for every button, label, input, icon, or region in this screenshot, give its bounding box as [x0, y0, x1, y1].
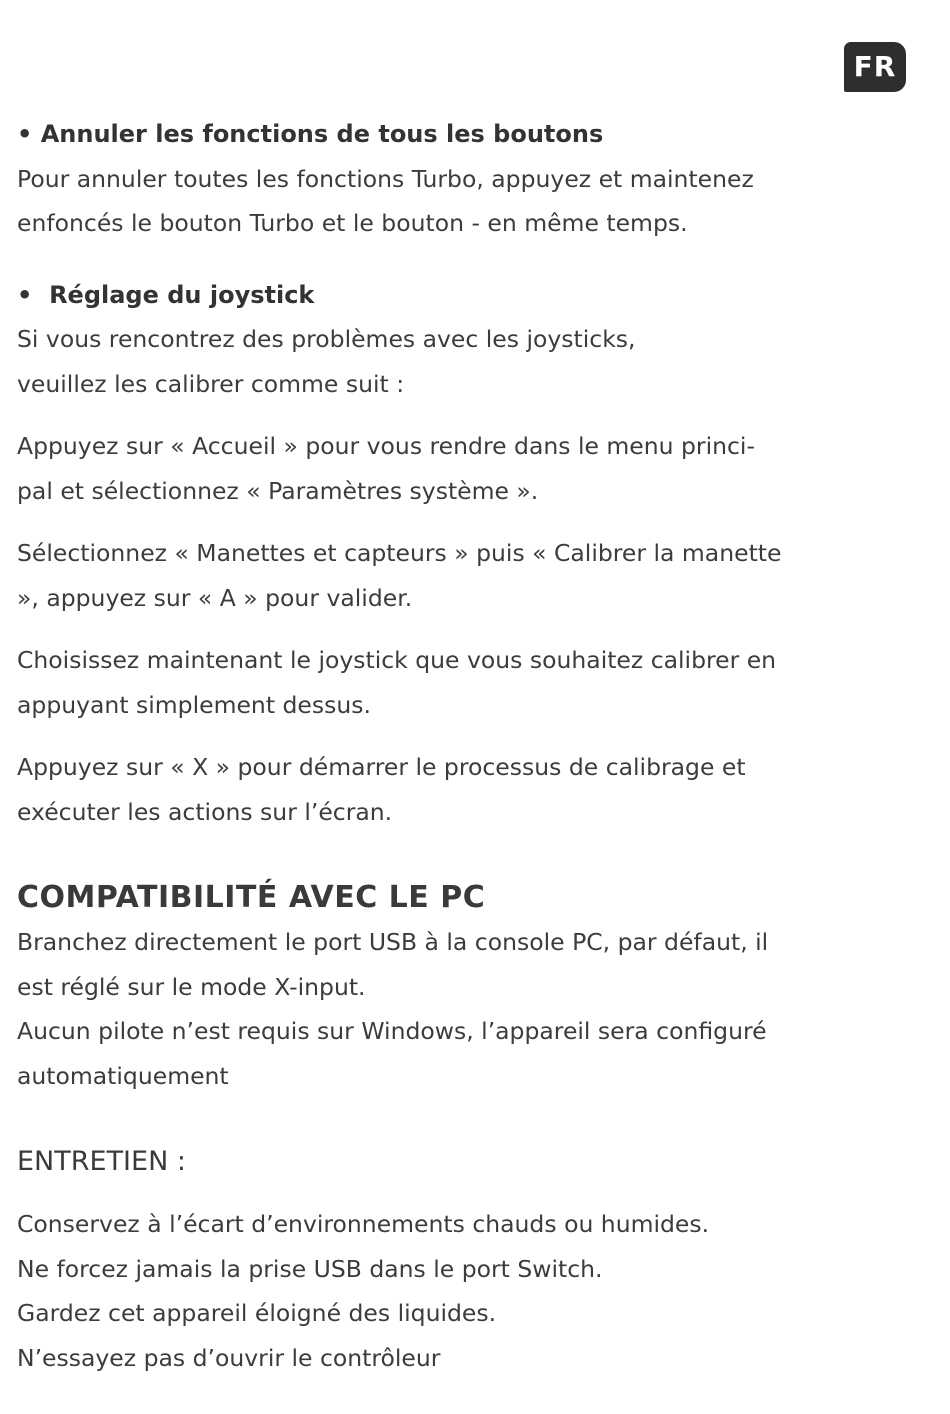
paragraph-line: enfoncés le bouton Turbo et le bouton - en même temps. — [17, 209, 688, 237]
language-badge: FR — [844, 42, 906, 92]
bullet-icon: • — [17, 280, 33, 309]
paragraph-line: veuillez les calibrer comme suit : — [17, 369, 405, 398]
paragraph-line: automatiquement — [17, 1061, 229, 1090]
section-title-text: Annuler les fonctions de tous les boutons — [40, 120, 604, 148]
compatibility-heading: COMPATIBILITÉ AVEC LE PC — [17, 880, 486, 915]
calibration-step — [17, 745, 917, 834]
section-title-joystick-setting — [17, 273, 917, 318]
calibration-step — [17, 424, 917, 513]
manual-content — [17, 112, 917, 1380]
paragraph-line: Aucun pilote n’est requis sur Windows, l’appareil sera configuré — [17, 1017, 767, 1045]
paragraph-line: Appuyez sur « Accueil » pour vous rendre dans le menu princi- — [17, 432, 755, 460]
section-title-cancel-functions — [17, 112, 917, 157]
paragraph-line: pal et sélectionnez « Paramètres système ». — [17, 476, 539, 505]
section-title-text: Réglage du joystick — [49, 280, 315, 309]
calibration-step — [17, 531, 917, 620]
calibration-step — [17, 638, 917, 727]
paragraph-line: N’essayez pas d’ouvrir le contrôleur — [17, 1343, 441, 1372]
paragraph-line: est réglé sur le mode X-input. — [17, 972, 366, 1001]
paragraph-line: Appuyez sur « X » pour démarrer le processus de calibrage et — [17, 753, 746, 781]
maintenance-heading: ENTRETIEN : — [17, 1146, 186, 1177]
bullet-icon: • — [17, 120, 33, 148]
paragraph-line: Ne forcez jamais la prise USB dans le port Switch. — [17, 1254, 603, 1283]
paragraph-line: Sélectionnez « Manettes et capteurs » puis « Calibrer la manette — [17, 539, 782, 567]
paragraph-line: Branchez directement le port USB à la console PC, par défaut, il — [17, 928, 769, 956]
paragraph-line: exécuter les actions sur l’écran. — [17, 797, 393, 826]
paragraph-line: Si vous rencontrez des problèmes avec les joysticks, — [17, 325, 636, 353]
maintenance-list — [17, 1202, 917, 1380]
paragraph-line: », appuyez sur « A » pour valider. — [17, 583, 413, 612]
paragraph-line: Conservez à l’écart d’environnements chauds ou humides. — [17, 1210, 710, 1238]
paragraph-line: Gardez cet appareil éloigné des liquides. — [17, 1299, 497, 1327]
paragraph-line: Pour annuler toutes les fonctions Turbo, appuyez et maintenez — [17, 164, 754, 193]
paragraph-line: appuyant simplement dessus. — [17, 690, 371, 719]
paragraph-line: Choisissez maintenant le joystick que vous souhaitez calibrer en — [17, 646, 777, 674]
